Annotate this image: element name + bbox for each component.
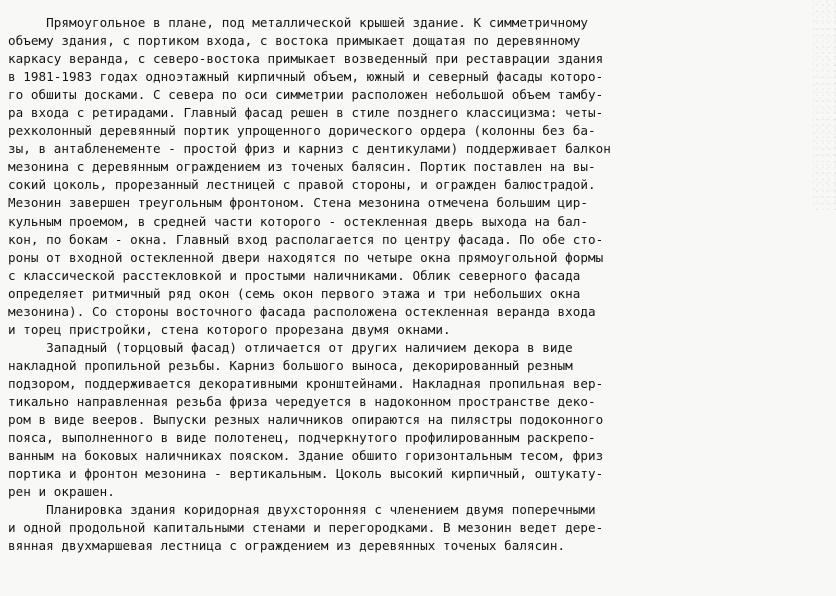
text-line: го обшиты досками. С севера по оси симметрии расположен небольшой объем тамбу- xyxy=(8,87,604,103)
text-line: каркасу веранда, с северо-востока примыкает возведенный при реставрации здания xyxy=(8,51,604,67)
text-line: мезонина). Со стороны восточного фасада расположена остекленная веранда входа xyxy=(8,303,596,319)
scan-noise-artifact xyxy=(812,0,836,210)
text-line: сокий цоколь, прорезанный лестницей с правой стороны, и огражден балюстрадой. xyxy=(8,177,596,193)
text-line: и одной продольной капитальными стенами и перегородками. В мезонин ведет дере- xyxy=(8,520,604,536)
text-line: Прямоугольное в плане, под металлической крышей здание. К симметричному xyxy=(8,15,589,30)
text-line: мезонина с деревянным ограждением из точеных балясин. Портик поставлен на вы- xyxy=(8,159,596,175)
text-line: в 1981-1983 годах одноэтажный кирпичный объем, южный и северный фасады которо- xyxy=(8,69,604,85)
text-line: объему здания, с портиком входа, с востока примыкает дощатая по деревянному xyxy=(8,33,581,49)
text-line: с классической расстекловкой и простыми наличниками. Облик северного фасада xyxy=(8,267,581,283)
document-text xyxy=(8,14,798,555)
text-line: рен и окрашен. xyxy=(8,484,115,500)
text-line: рехколонный деревянный портик упрощенного дорического ордера (колонны без ба- xyxy=(8,123,596,139)
text-line: вянная двухмаршевая лестница с ограждением из деревянных точеных балясин. xyxy=(8,538,566,554)
text-line: тикально направленная резьба фриза чередуется в надоконном пространстве деко- xyxy=(8,393,596,409)
text-line: роны от входной остекленной двери находятся по четыре окна прямоугольной формы xyxy=(8,249,604,265)
text-line: накладной пропильной резьбы. Карниз большого выноса, декорированный резным xyxy=(8,357,573,373)
text-line: зы, в антабленементе - простой фриз и карниз с дентикулами) поддерживает балкон xyxy=(8,141,611,157)
text-line: портика и фронтон мезонина - вертикальным. Цоколь высокий кирпичный, оштукату- xyxy=(8,466,604,482)
text-line: ванным на боковых наличниках пояском. Здание обшито горизонтальным тесом, фриз xyxy=(8,448,604,464)
text-line: Планировка здания коридорная двухсторонняя с членением двумя поперечными xyxy=(8,502,596,518)
text-line: ра входа с ретирадами. Главный фасад решен в стиле позднего классицизма: четы- xyxy=(8,105,604,121)
text-line: определяет ритмичный ряд окон (семь окон первого этажа и три небольших окна xyxy=(8,285,581,301)
text-line: кон, по бокам - окна. Главный вход располагается по центру фасада. По обе сто- xyxy=(8,231,604,247)
text-line: Мезонин завершен треугольным фронтоном. Стена мезонина отмечена большим цир- xyxy=(8,195,589,211)
text-line: пояса, выполненного в виде полотенец, подчеркнутого профилированным раскрепо- xyxy=(8,430,596,446)
text-line: ром в виде вееров. Выпуски резных наличников опираются на пилястры подоконного xyxy=(8,412,604,428)
text-line: Западный (торцовый фасад) отличается от других наличием декора в виде xyxy=(8,339,573,355)
text-line: и торец пристройки, стена которого прорезана двумя окнами. xyxy=(8,321,451,337)
text-line: подзором, поддерживается декоративными кронштейнами. Накладная пропильная вер- xyxy=(8,375,604,391)
text-line: кульным проемом, в средней части которого - остекленная дверь выхода на бал- xyxy=(8,213,589,229)
